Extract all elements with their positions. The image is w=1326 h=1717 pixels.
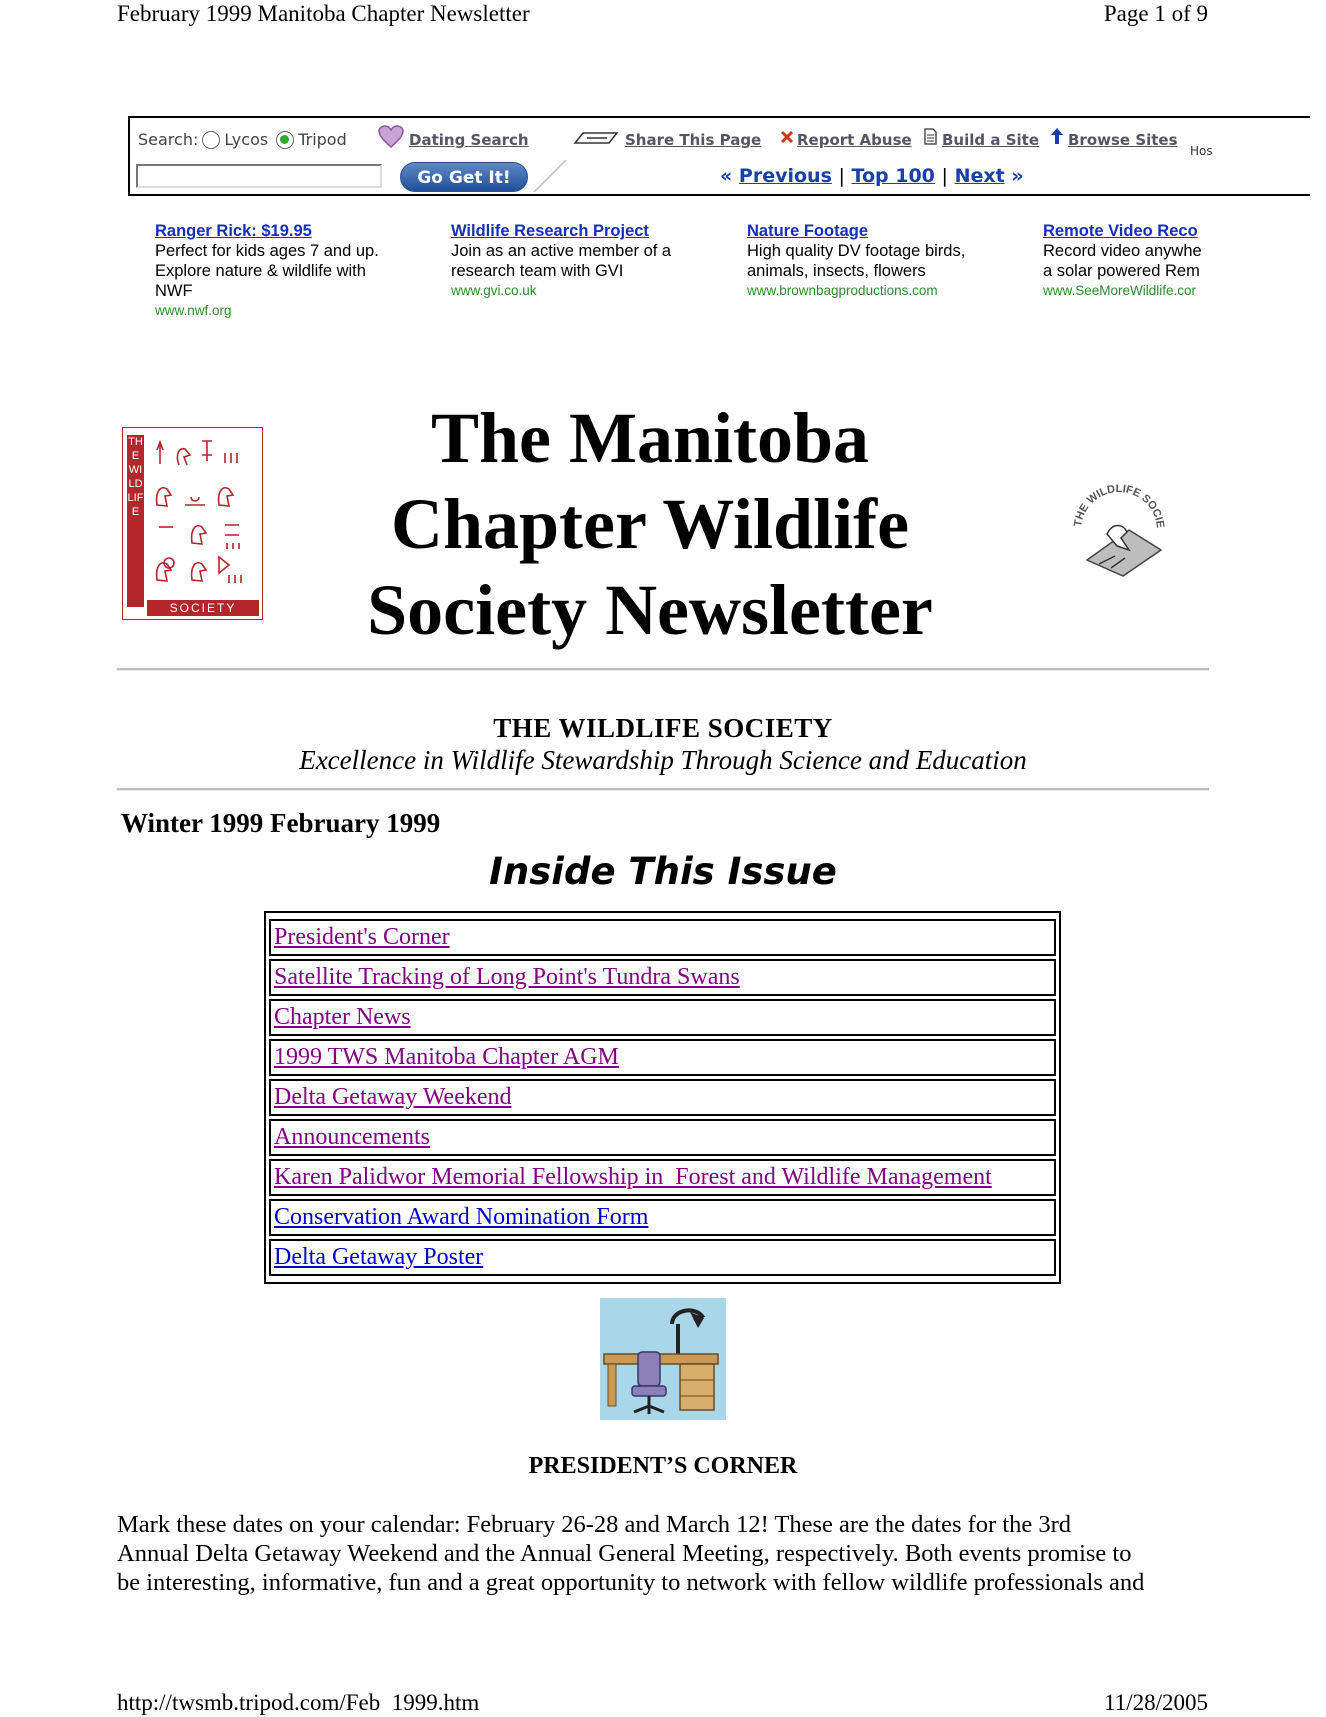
ad-url[interactable]: www.brownbagproductions.com bbox=[747, 283, 938, 298]
text-line: Mark these dates on your calendar: February 26-28 and March 12! These are the dates for the 3rd bbox=[117, 1511, 1072, 1538]
previous-link[interactable]: Previous bbox=[738, 165, 832, 187]
share-page-link[interactable]: Share This Page bbox=[625, 131, 762, 149]
dating-search-link[interactable]: Dating Search bbox=[409, 131, 529, 149]
title-line: Society Newsletter bbox=[367, 570, 933, 650]
toc-row bbox=[269, 1239, 1056, 1276]
manitoba-chapter-logo bbox=[1071, 478, 1167, 578]
toolbar-nav bbox=[720, 165, 1024, 187]
ad-nature-footage[interactable] bbox=[747, 221, 1029, 301]
logo-bottom-text: SOCIETY bbox=[147, 600, 259, 616]
page-title bbox=[300, 395, 1000, 653]
next-link[interactable]: Next bbox=[954, 165, 1005, 187]
toc-link[interactable]: 1999 TWS Manitoba Chapter AGM bbox=[274, 1044, 619, 1070]
divider bbox=[117, 668, 1209, 671]
build-site-link[interactable]: Build a Site bbox=[942, 131, 1039, 149]
radio-lycos[interactable] bbox=[202, 131, 220, 149]
next-glyph: » bbox=[1011, 165, 1024, 187]
nav-separator: | bbox=[838, 165, 845, 187]
top-100-link[interactable]: Top 100 bbox=[851, 165, 935, 187]
toc-row bbox=[269, 1199, 1056, 1236]
ad-wildlife-research[interactable] bbox=[451, 221, 733, 301]
logo-side-text: THE WILDLIFE bbox=[127, 435, 144, 607]
ad-title[interactable]: Ranger Rick: $19.95 bbox=[155, 222, 312, 240]
toc-link[interactable]: Delta Getaway Poster bbox=[274, 1244, 484, 1270]
title-line: The Manitoba bbox=[430, 398, 870, 478]
toc-row bbox=[269, 1119, 1056, 1156]
toc-link[interactable]: Delta Getaway Weekend bbox=[274, 1084, 512, 1110]
hieroglyph-icon bbox=[147, 435, 257, 595]
wildlife-society-logo bbox=[122, 427, 263, 620]
ad-title[interactable]: Nature Footage bbox=[747, 222, 869, 240]
browse-sites-link[interactable]: Browse Sites bbox=[1068, 131, 1178, 149]
ad-title[interactable]: Wildlife Research Project bbox=[451, 222, 649, 240]
toc-row bbox=[269, 1079, 1056, 1116]
divider bbox=[117, 788, 1209, 791]
print-date: 11/28/2005 bbox=[1104, 1690, 1208, 1715]
ad-url[interactable]: www.SeeMoreWildlife.cor bbox=[1043, 283, 1197, 298]
hosted-label: Hos bbox=[1190, 144, 1213, 158]
text-line: Annual Delta Getaway Weekend and the Annual General Meeting, respectively. Both events promise to bbox=[117, 1540, 1132, 1567]
toc-row bbox=[269, 919, 1056, 956]
up-arrow-icon bbox=[1050, 127, 1064, 145]
ad-text: Record video anywhe a solar powered Rem bbox=[1043, 242, 1202, 280]
ad-text: Join as an active member of a research team with GVI bbox=[451, 242, 672, 280]
report-abuse-icon bbox=[780, 130, 794, 144]
toc-link[interactable]: Announcements bbox=[274, 1124, 430, 1150]
desk-icon bbox=[598, 1296, 728, 1422]
society-name: THE WILDLIFE SOCIETY bbox=[493, 713, 833, 743]
page-number: Page 1 of 9 bbox=[1103, 1, 1208, 26]
page-header-title: February 1999 Manitoba Chapter Newsletter bbox=[117, 1, 530, 26]
ad-text: High quality DV footage birds, animals, insects, flowers bbox=[747, 242, 966, 280]
toc-row bbox=[269, 999, 1056, 1036]
tripod-toolbar bbox=[128, 116, 1310, 196]
toc-row bbox=[269, 959, 1056, 996]
issue-date: Winter 1999 February 1999 bbox=[121, 808, 441, 838]
radio-tripod-label: Tripod bbox=[298, 130, 347, 149]
search-input[interactable] bbox=[136, 164, 382, 188]
toc-link[interactable]: Karen Palidwor Memorial Fellowship in Forest and Wildlife Management bbox=[274, 1164, 992, 1190]
toc-row bbox=[269, 1159, 1056, 1196]
page-url: http://twsmb.tripod.com/Feb 1999.htm bbox=[117, 1690, 480, 1715]
presidents-corner-text bbox=[117, 1510, 1213, 1597]
inside-heading: Inside This Issue bbox=[489, 850, 837, 893]
society-motto: Excellence in Wildlife Stewardship Through Science and Education bbox=[299, 745, 1027, 775]
svg-text:THE WILDLIFE SOCIETY bbox=[1071, 478, 1166, 529]
search-label: Search: bbox=[138, 130, 199, 149]
toc-table bbox=[264, 911, 1061, 1284]
logo-arc-text: THE WILDLIFE SOCIE bbox=[1072, 482, 1167, 529]
radio-tripod[interactable] bbox=[276, 131, 294, 149]
ad-remote-video[interactable] bbox=[1043, 221, 1210, 301]
prev-glyph: « bbox=[720, 165, 733, 187]
toc-link[interactable]: Satellite Tracking of Long Point's Tundra Swans bbox=[274, 964, 740, 990]
search-options bbox=[138, 130, 347, 149]
ad-url[interactable]: www.gvi.co.uk bbox=[451, 283, 537, 298]
ad-title[interactable]: Remote Video Reco bbox=[1043, 222, 1198, 240]
radio-lycos-label: Lycos bbox=[224, 130, 269, 149]
go-get-it-button[interactable]: Go Get It! bbox=[400, 162, 528, 192]
title-line: Chapter Wildlife bbox=[390, 484, 910, 564]
ad-text: Perfect for kids ages 7 and up. Explore nature & wildlife with NWF bbox=[155, 242, 379, 300]
share-icon bbox=[573, 130, 619, 146]
text-line: be interesting, informative, fun and a great opportunity to network with fellow wildlife professionals and bbox=[117, 1569, 1145, 1596]
toc-link[interactable]: President's Corner bbox=[274, 924, 450, 950]
presidents-corner-heading: PRESIDENT’S CORNER bbox=[528, 1453, 798, 1479]
document-icon bbox=[924, 128, 937, 145]
toc-row bbox=[269, 1039, 1056, 1076]
report-abuse-link[interactable]: Report Abuse bbox=[797, 131, 912, 149]
ad-url[interactable]: www.nwf.org bbox=[155, 303, 232, 318]
nav-separator: | bbox=[941, 165, 948, 187]
toc-link[interactable]: Chapter News bbox=[274, 1004, 411, 1030]
toc-link[interactable]: Conservation Award Nomination Form bbox=[274, 1204, 649, 1230]
chapter-emblem-icon bbox=[1071, 478, 1167, 578]
ad-ranger-rick[interactable] bbox=[155, 221, 437, 321]
heart-icon bbox=[378, 125, 404, 149]
divider-slash bbox=[530, 158, 570, 194]
